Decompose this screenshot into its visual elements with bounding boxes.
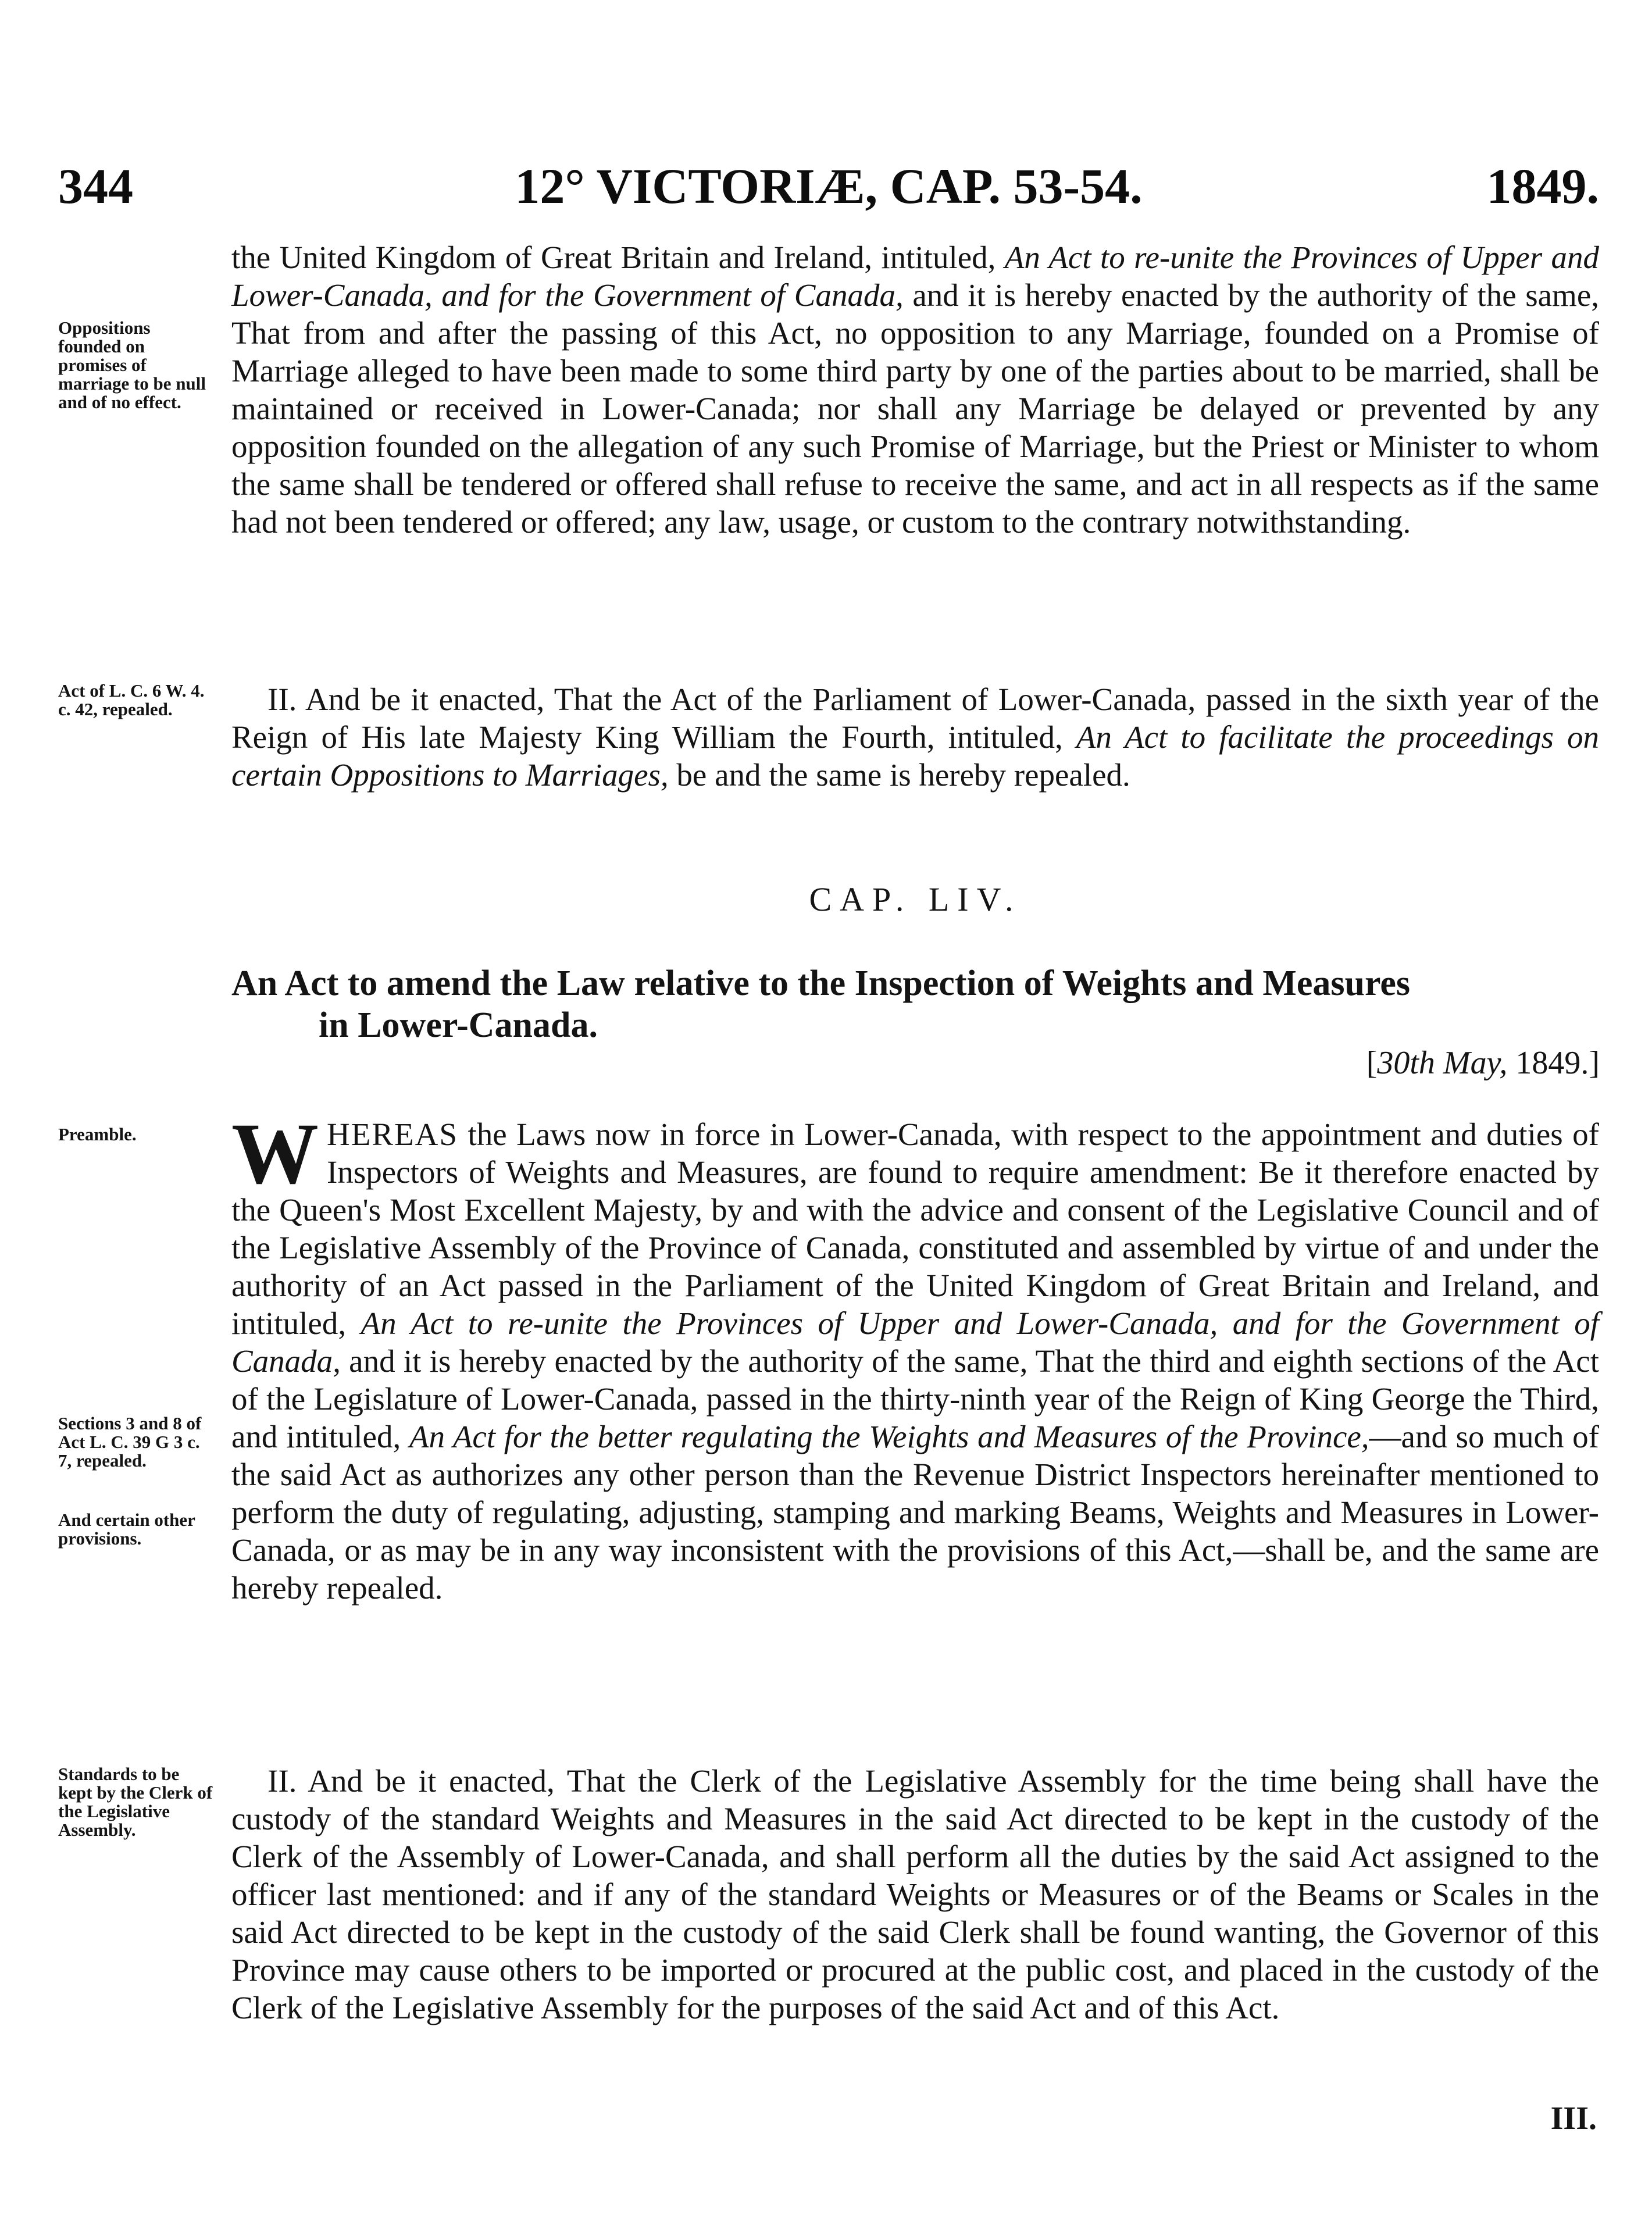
para1-text-b: and it is hereby enacted by the authority of the same, That from and after the passing of this Act, no opposition to any Marriage, founded on a Promise of Marriage alleged to have been made to some third party by one of the parties about to be married, shall be maintained or received in Lower-Canada; nor shall any Marriage be delayed or prevented by any opposition founded on the allegation of any such Promise of Marriage, but the Priest or Minister to whom the same shall be tendered or offered shall refuse to receive the same, and act in all respects as if the same had not been tendered or offered; any law, usage, or custom to the contrary notwithstanding. (231, 277, 1599, 540)
paragraph-section-ii-standards (231, 1762, 1599, 2027)
para2-text-a: II. And be it enacted, That the Act of the Parliament of Lower-Canada, passed in the sixth year of the Reign of His late Majesty King William the Fourth, intituled, (231, 682, 1599, 755)
para3-act-title-2: An Act for the better regulating the Weights and Measures of the Province, (409, 1419, 1369, 1454)
paragraph-oppositions (231, 238, 1599, 541)
para1-act-title: An Act to re-unite the Provinces of Upper and Lower-Canada, and for the Government of Canada, (231, 240, 1599, 313)
paragraph-section-ii-repeal (231, 680, 1599, 794)
para2-text-b: be and the same is hereby repealed. (668, 757, 1130, 793)
act-title-line-2: in Lower-Canada. (319, 1005, 598, 1045)
date-day: 30th May, (1377, 1045, 1508, 1081)
date-open-bracket: [ (1366, 1045, 1378, 1081)
para3-text-c: —and so much of the said Act as authorizes any other person than the Revenue District Inspectors hereinafter mentioned to perform the duty of regulating, adjusting, stamping and marking Beams, Weights and Measures in Lower-Canada, or as may be in any way inconsistent with the provisions of this Act,—shall be, and the same are hereby repealed. (231, 1419, 1599, 1606)
sidenote-oppositions: Oppositions founded on promises of marriage to be null and of no effect. (58, 318, 206, 412)
drop-cap-letter: W (231, 1105, 319, 1202)
para3-act-title-1: An Act to re-unite the Provinces of Upper and Lower-Canada, and for the Government of Canada, (231, 1305, 1599, 1379)
catchword: III. (1550, 2100, 1597, 2136)
para4-text: II. And be it enacted, That the Clerk of the Legislative Assembly for the time being shall have the custody of the standard Weights and Measures in the said Act directed to be kept in the custody of the Clerk of the Assembly of Lower-Canada, and shall perform all the duties by the said Act assigned to the officer last mentioned: and if any of the standard Weights or Measures or of the Beams or Scales in the said Act directed to be kept in the custody of the said Clerk shall be found wanting, the Governor of this Province may cause others to be imported or procured at the public cost, and placed in the custody of the Clerk of the Legislative Assembly for the purposes of the said Act and of this Act. (231, 1763, 1599, 2025)
header-year: 1849. (1486, 158, 1599, 214)
paragraph-preamble (231, 1105, 1599, 1607)
sidenote-other-provisions: And certain other provisions. (58, 1510, 195, 1549)
running-header (58, 154, 1599, 218)
sidenote-standards: Standards to be kept by the Clerk of the Legislative Assembly. (58, 1764, 213, 1840)
para3-text-a: the Laws now in force in Lower-Canada, with respect to the appointment and duties of Inspectors of Weights and Measures, are found to require amendment: Be it therefore enacted by the Queen's Most Excellent Majesty, by and with the advice and consent of the Legislative Council and of the Legislative Assembly of the Province of Canada, constituted and assembled by virtue of and under the authority of an Act passed in the Parliament of the United Kingdom of Great Britain and Ireland, and intituled, (231, 1116, 1599, 1341)
chapter-heading: CAP. LIV. (809, 880, 1022, 918)
para2-act-title: An Act to facilitate the proceedings on certain Oppositions to Marriages, (231, 719, 1599, 793)
sidenote-preamble: Preamble. (58, 1124, 137, 1144)
act-title (231, 962, 1599, 1046)
preamble-lead-word: HEREAS (327, 1116, 458, 1152)
act-title-line-1: An Act to amend the Law relative to the Inspection of Weights and Measures (231, 964, 1411, 1003)
running-title: 12° VICTORIÆ, CAP. 53-54. (515, 158, 1143, 214)
date-year: 1849.] (1507, 1045, 1600, 1081)
sidenote-act-repealed: Act of L. C. 6 W. 4. c. 42, repealed. (58, 680, 205, 719)
page-number: 344 (58, 158, 133, 214)
assent-date (1366, 1044, 1600, 1082)
para3-text-b: and it is hereby enacted by the authority of the same, That the third and eighth sections of the Act of the Legislature of Lower-Canada, passed in the thirty-ninth year of the Reign of King George the Third, and intituled, (231, 1343, 1599, 1454)
sidenote-sections-repealed: Sections 3 and 8 of Act L. C. 39 G 3 c. 7, repealed. (58, 1413, 202, 1471)
para1-text-a: the United Kingdom of Great Britain and Ireland, intituled, (231, 240, 1005, 275)
